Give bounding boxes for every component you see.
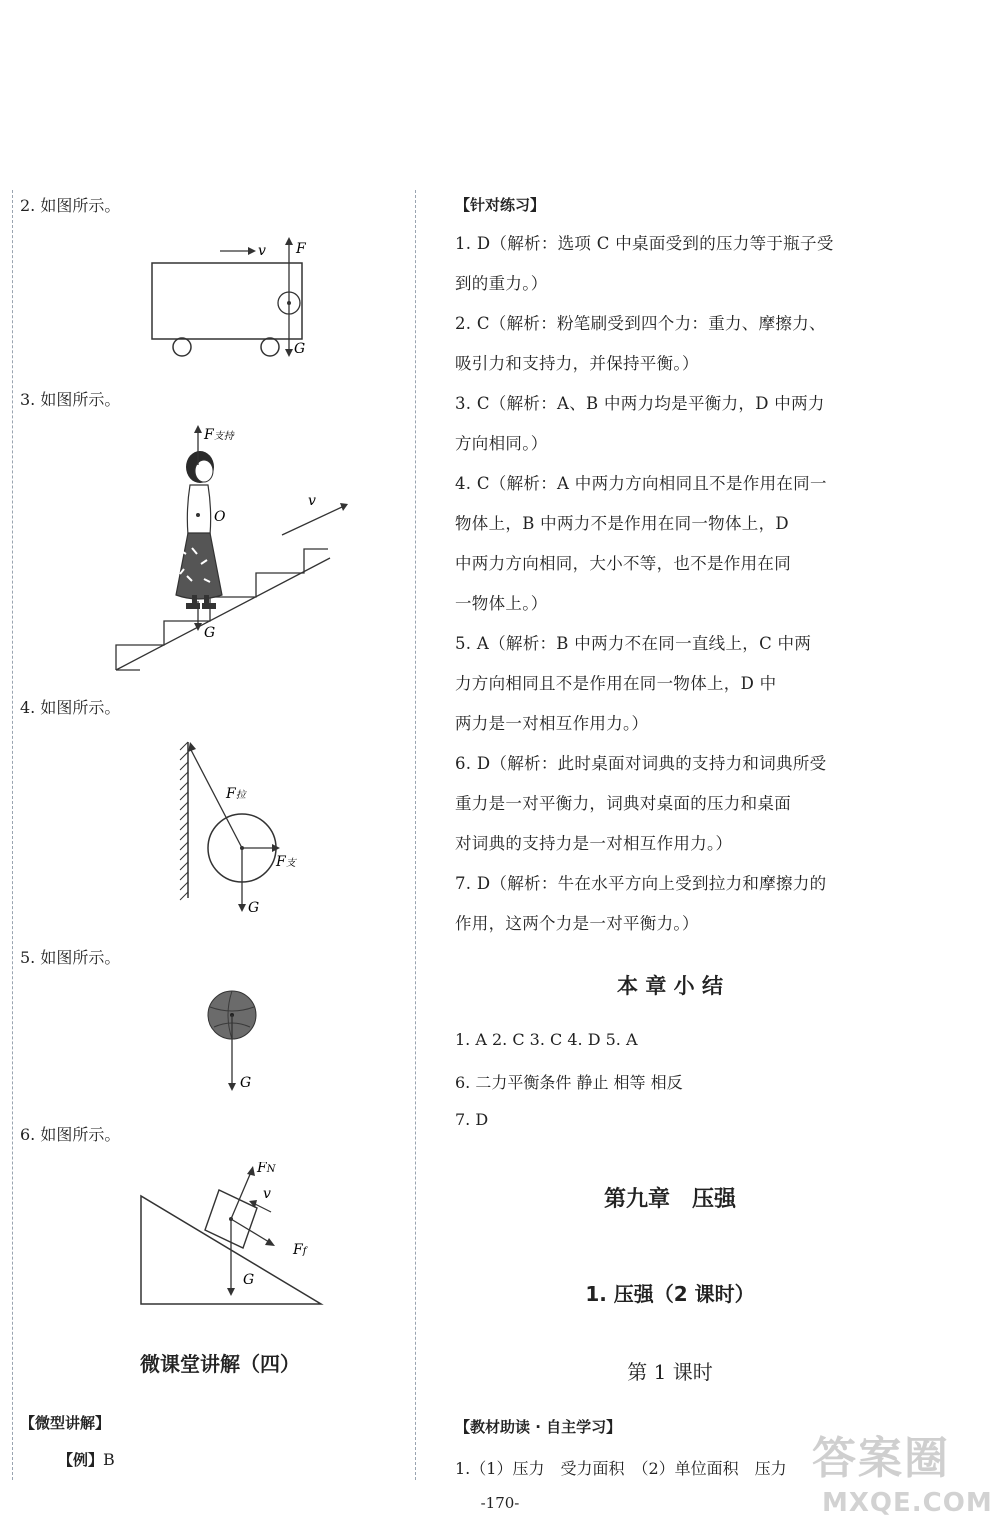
example-answer: B — [103, 1450, 115, 1469]
practice-line: 作用，这两个力是一对平衡力。） — [455, 914, 699, 933]
lesson-heading: 第 1 课时 — [627, 1360, 713, 1384]
practice-line: 到的重力。） — [455, 274, 548, 293]
practice-line: 方向相同。） — [455, 434, 548, 453]
label-G: G — [294, 341, 306, 357]
practice-line: 5. A（解析：B 中两力不在同一直线上，C 中两 — [455, 634, 812, 653]
label-F: F — [296, 241, 306, 257]
label-G: G — [204, 625, 216, 641]
label-F-support: F支 — [276, 854, 296, 870]
label-Ff: Ff — [293, 1242, 307, 1258]
label-v: v — [263, 1186, 271, 1202]
column-divider — [415, 190, 416, 1480]
left-margin-rule — [12, 190, 13, 1480]
practice-line: 重力是一对平衡力，词典对桌面的压力和桌面 — [455, 794, 791, 813]
item-4: 4. 如图所示。 — [20, 698, 121, 717]
summary-line: 1. A 2. C 3. C 4. D 5. A — [455, 1030, 638, 1049]
summary-line: 6. 二力平衡条件 静止 相等 相反 — [455, 1073, 683, 1092]
micro-lecture-heading: 微课堂讲解（四） — [140, 1352, 300, 1376]
study-guide-tag: 【教材助读 · 自主学习】 — [455, 1418, 622, 1436]
figure-ball-wall — [170, 738, 330, 928]
label-v: v — [258, 243, 266, 259]
figure-basketball — [200, 985, 300, 1100]
summary-line: 7. D — [455, 1110, 489, 1129]
label-FN: FN — [257, 1162, 276, 1176]
practice-line: 力方向相同且不是作用在同一物体上，D 中 — [455, 674, 777, 693]
practice-line: 6. D（解析：此时桌面对词典的支持力和词典所受 — [455, 754, 827, 773]
label-O: O — [214, 509, 226, 525]
study-answer-line: 1.（1）压力 受力面积 （2）单位面积 压力 — [455, 1459, 787, 1478]
label-F-pull: F拉 — [226, 786, 246, 802]
practice-line: 4. C（解析：A 中两力方向相同且不是作用在同一 — [455, 474, 827, 493]
practice-line: 3. C（解析：A、B 中两力均是平衡力，D 中两力 — [455, 394, 825, 413]
practice-tag: 【针对练习】 — [455, 196, 546, 214]
example-line — [58, 1450, 115, 1470]
item-6: 6. 如图所示。 — [20, 1125, 121, 1144]
label-G: G — [243, 1272, 255, 1288]
label-v: v — [308, 493, 316, 509]
section-heading: 1. 压强（2 课时） — [585, 1282, 755, 1306]
watermark-logo: 答案圈 — [812, 1433, 950, 1484]
item-3: 3. 如图所示。 — [20, 390, 121, 409]
practice-line: 两力是一对相互作用力。） — [455, 714, 649, 733]
figure-escalator — [110, 425, 370, 675]
micro-explanation-tag: 【微型讲解】 — [20, 1414, 111, 1432]
example-tag: 【例】 — [58, 1451, 104, 1469]
item-2: 2. 如图所示。 — [20, 196, 121, 215]
label-F-support: F支持 — [204, 427, 234, 443]
practice-line: 7. D（解析：牛在水平方向上受到拉力和摩擦力的 — [455, 874, 827, 893]
practice-line: 一物体上。） — [455, 594, 548, 613]
chapter-heading: 第九章 压强 — [603, 1187, 736, 1212]
practice-line: 中两力方向相同，大小不等，也不是作用在同 — [455, 554, 791, 573]
practice-line: 对词典的支持力是一对相互作用力。） — [455, 834, 733, 853]
watermark-url: MXQE.COM — [822, 1488, 993, 1518]
label-G: G — [248, 900, 260, 916]
practice-line: 吸引力和支持力，并保持平衡。） — [455, 354, 699, 373]
page-number: -170- — [480, 1494, 520, 1512]
figure-incline — [135, 1162, 355, 1312]
figure-cart — [130, 235, 350, 365]
item-5: 5. 如图所示。 — [20, 948, 121, 967]
chapter-summary-heading: 本 章 小 结 — [617, 974, 723, 998]
label-G: G — [240, 1075, 252, 1091]
practice-line: 1. D（解析：选项 C 中桌面受到的压力等于瓶子受 — [455, 234, 834, 253]
practice-line: 物体上，B 中两力不是作用在同一物体上，D — [455, 514, 789, 533]
practice-line: 2. C（解析：粉笔刷受到四个力：重力、摩擦力、 — [455, 314, 826, 333]
